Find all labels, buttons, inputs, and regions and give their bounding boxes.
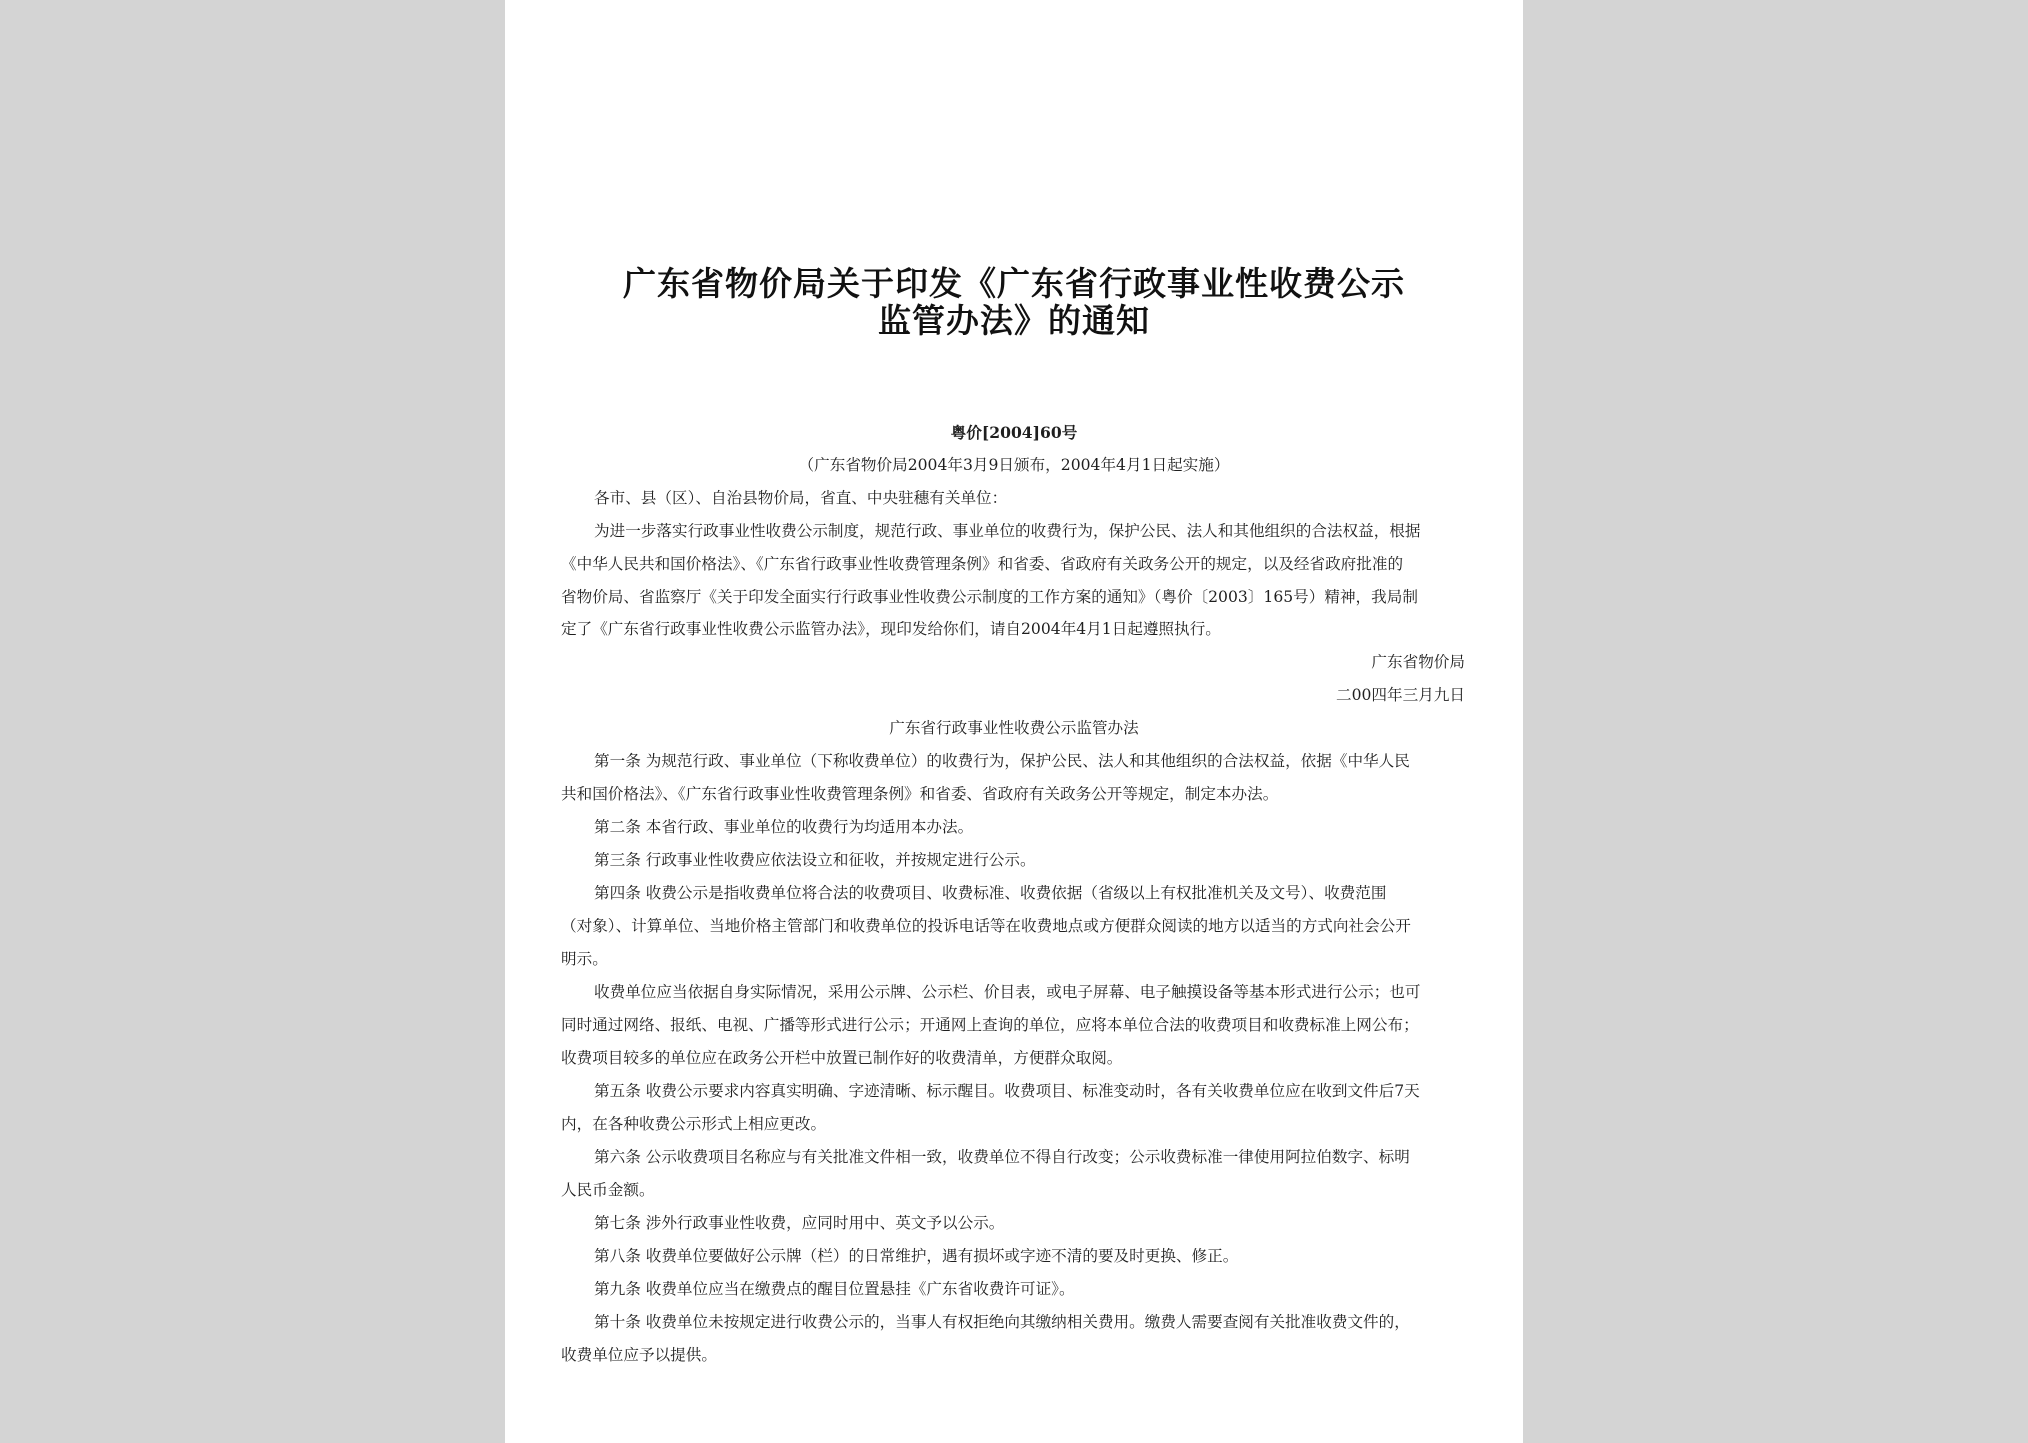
- article-line: 人民币金额。: [561, 1181, 655, 1199]
- article-line: 第八条 收费单位要做好公示牌（栏）的日常维护，遇有损坏或字迹不清的要及时更换、修正。: [594, 1247, 1239, 1265]
- article-line: 第二条 本省行政、事业单位的收费行为均适用本办法。: [594, 818, 974, 836]
- document-number: 粤价[2004]60号: [950, 423, 1078, 442]
- measures-title: 广东省行政事业性收费公示监管办法: [889, 719, 1139, 737]
- document-title-line-2: 监管办法》的通知: [878, 301, 1150, 340]
- signatory: 广东省物价局: [1371, 653, 1465, 671]
- article-line: 同时通过网络、报纸、电视、广播等形式进行公示；开通网上查询的单位，应将本单位合法的收费项目和收费标准上网公布；: [561, 1016, 1419, 1034]
- article-line: （对象）、计算单位、当地价格主管部门和收费单位的投诉电话等在收费地点或方便群众阅读的地方以适当的方式向社会公开: [561, 917, 1411, 935]
- article-line: 第六条 公示收费项目名称应与有关批准文件相一致，收费单位不得自行改变；公示收费标准一律使用阿拉伯数字、标明: [594, 1148, 1410, 1166]
- sign-date: 二00四年三月九日: [1336, 686, 1465, 704]
- article-line: 内，在各种收费公示形式上相应更改。: [561, 1115, 827, 1133]
- intro-line: 为进一步落实行政事业性收费公示制度，规范行政、事业单位的收费行为，保护公民、法人和其他组织的合法权益，根据: [594, 522, 1421, 540]
- addressee: 各市、县（区）、自治县物价局，省直、中央驻穗有关单位：: [594, 489, 1008, 507]
- intro-line: 省物价局、省监察厅《关于印发全面实行行政事业性收费公示制度的工作方案的通知》（粤价〔2003〕165号）精神，我局制: [561, 588, 1418, 606]
- article-line: 第一条 为规范行政、事业单位（下称收费单位）的收费行为，保护公民、法人和其他组织的合法权益，依据《中华人民: [594, 752, 1410, 770]
- article-line: 共和国价格法》、《广东省行政事业性收费管理条例》和省委、省政府有关政务公开等规定，制定本办法。: [561, 785, 1279, 803]
- intro-line: 《中华人民共和国价格法》、《广东省行政事业性收费管理条例》和省委、省政府有关政务公开的规定，以及经省政府批准的: [561, 555, 1404, 573]
- article-line: 第三条 行政事业性收费应依法设立和征收，并按规定进行公示。: [594, 851, 1036, 869]
- article-line: 明示。: [561, 950, 608, 968]
- issue-note: （广东省物价局2004年3月9日颁布，2004年4月1日起实施）: [798, 456, 1230, 474]
- article-line: 第七条 涉外行政事业性收费，应同时用中、英文予以公示。: [594, 1214, 1005, 1232]
- document-title-line-1: 广东省物价局关于印发《广东省行政事业性收费公示: [623, 264, 1405, 303]
- document-page: [505, 0, 1523, 1443]
- article-line: 第四条 收费公示是指收费单位将合法的收费项目、收费标准、收费依据（省级以上有权批准机关及文号）、收费范围: [594, 884, 1387, 902]
- article-line: 收费单位应当依据自身实际情况，采用公示牌、公示栏、价目表，或电子屏幕、电子触摸设备等基本形式进行公示；也可: [594, 983, 1421, 1001]
- article-line: 第十条 收费单位未按规定进行收费公示的，当事人有权拒绝向其缴纳相关费用。缴费人需要查阅有关批准收费文件的，: [594, 1313, 1410, 1331]
- article-line: 收费项目较多的单位应在政务公开栏中放置已制作好的收费清单，方便群众取阅。: [561, 1049, 1123, 1067]
- intro-line: 定了《广东省行政事业性收费公示监管办法》，现印发给你们，请自2004年4月1日起遵照执行。: [561, 620, 1221, 638]
- article-line: 第九条 收费单位应当在缴费点的醒目位置悬挂《广东省收费许可证》。: [594, 1280, 1075, 1298]
- article-line: 收费单位应予以提供。: [561, 1346, 717, 1364]
- article-line: 第五条 收费公示要求内容真实明确、字迹清晰、标示醒目。收费项目、标准变动时，各有关收费单位应在收到文件后7天: [594, 1082, 1420, 1100]
